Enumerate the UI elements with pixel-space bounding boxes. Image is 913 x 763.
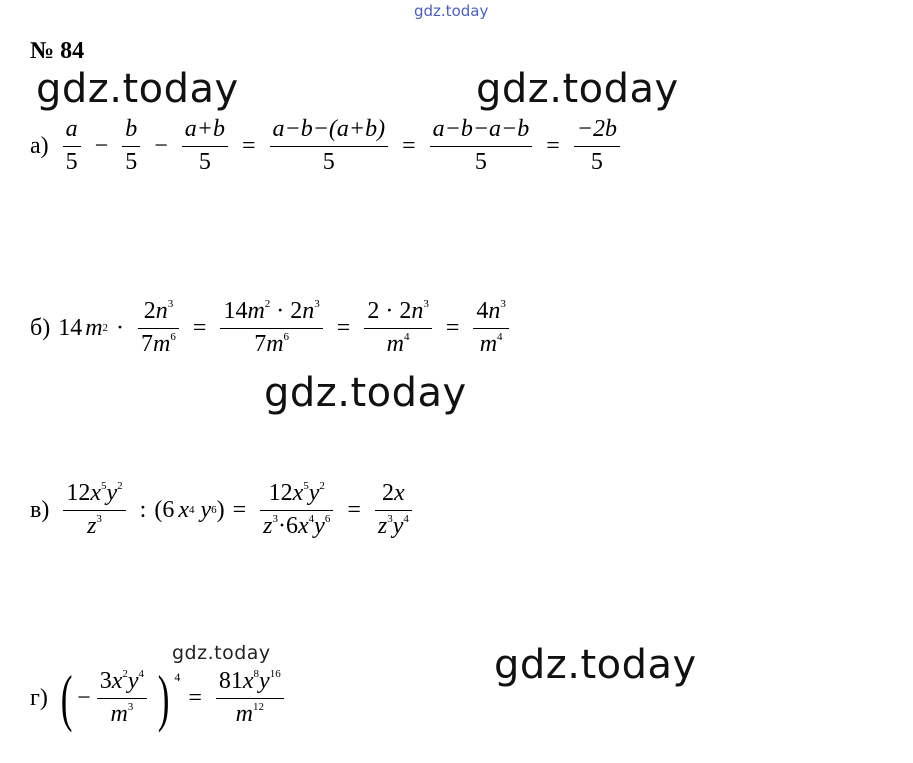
fraction: $\frac{-2b}{5}$ — [574, 116, 620, 176]
item-label-a: а) — [30, 132, 49, 159]
fraction: $\frac{3x^2y^4}{m^3}$ — [97, 668, 147, 728]
equation-g: г) ( − $\frac{3x^2y^4}{m^3}$ ) 4 = $\frac{81x^8y^{16}}{m^{12}}$ — [30, 666, 290, 730]
fraction: $\frac{12x^5y^2}{z^3\cdot 6x^4y^6}$ — [260, 480, 333, 540]
equation-a: а) $\frac{a}{5}$ − $\frac{b}{5}$ − $\frac{a+b}{5}$ = $\frac{a-b-(a+b)}{5}$ = $\frac{a-b-a-b}{5}$ = $\frac{-2b}{5}$ — [30, 116, 626, 176]
fraction: $\frac{b}{5}$ — [122, 116, 140, 176]
fraction: $\frac{a-b-a-b}{5}$ — [430, 116, 533, 176]
fraction: $\frac{2x}{z^3y^4}$ — [375, 480, 412, 540]
fraction: $\frac{14m^2 \cdot 2n^3}{7m^6}$ — [220, 298, 322, 358]
fraction: $\frac{a}{5}$ — [63, 116, 81, 176]
equation-v: в) $\frac{12x^5y^2}{z^3}$ : ( 6 x 4 y 6 ) = $\frac{12x^5y^2}{z^3\cdot 6x^4y^6}$ = $\frac{2x}{z^3y^4}$ — [30, 480, 418, 540]
fraction: $\frac{a-b-(a+b)}{5}$ — [270, 116, 389, 176]
equation-b: б) 14 m 2 · $\frac{2n^3}{7m^6}$ = $\frac{14m^2 \cdot 2n^3}{7m^6}$ = $\frac{2 \cdot 2n^3}{m^4}$ = $\frac{4n^3}{m^4}$ — [30, 298, 515, 358]
watermark-large: gdz.today — [264, 370, 467, 416]
watermark-top: gdz.today — [414, 2, 489, 20]
problem-number: № 84 — [30, 38, 85, 64]
fraction: $\frac{2 \cdot 2n^3}{m^4}$ — [364, 298, 432, 358]
fraction: $\frac{81x^8y^{16}}{m^{12}}$ — [216, 668, 284, 728]
watermark-large: gdz.today — [36, 66, 239, 112]
watermark-large: gdz.today — [494, 642, 697, 688]
watermark-small: gdz.today — [172, 642, 271, 664]
item-label-v: в) — [30, 496, 50, 523]
item-label-g: г) — [30, 684, 48, 711]
fraction: $\frac{2n^3}{7m^6}$ — [138, 298, 179, 358]
fraction: $\frac{a+b}{5}$ — [182, 116, 228, 176]
item-label-b: б) — [30, 314, 51, 341]
fraction: $\frac{4n^3}{m^4}$ — [473, 298, 509, 358]
fraction: $\frac{12x^5y^2}{z^3}$ — [63, 480, 125, 540]
watermark-large: gdz.today — [476, 66, 679, 112]
